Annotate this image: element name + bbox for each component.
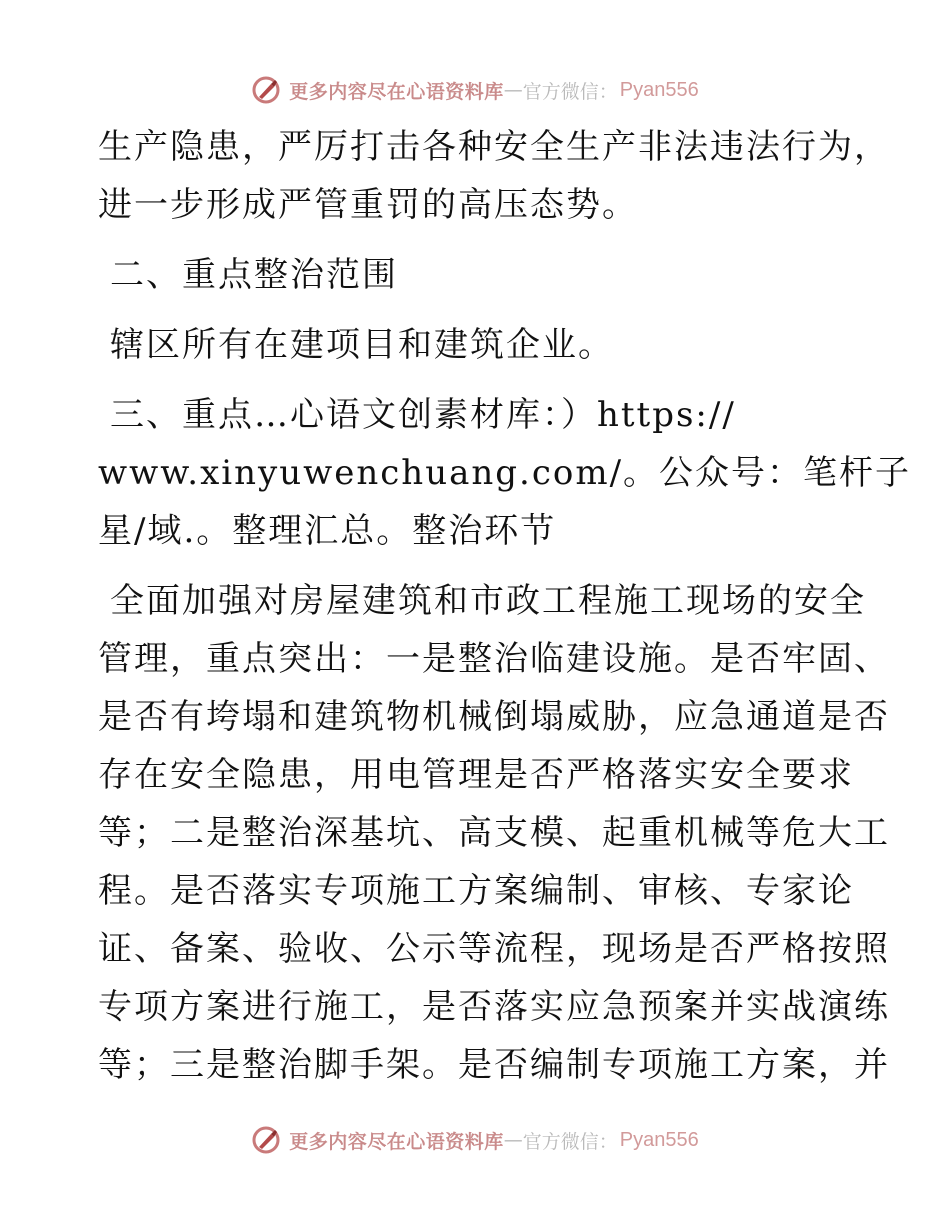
header-wechat-label: 官方微信：	[522, 80, 618, 103]
section-heading-2: 二、重点整治范围	[110, 255, 398, 295]
text-line: 等；三是整治脚手架。是否编制专项施工方案，并	[98, 1045, 890, 1085]
text-line: 存在安全隐患，用电管理是否严格落实安全要求	[98, 755, 854, 795]
footer-banner	[0, 1120, 950, 1160]
header-site-text: 更多内容尽在心语资料库	[289, 80, 504, 103]
footer-site-text: 更多内容尽在心语资料库	[289, 1130, 504, 1153]
pen-logo-icon	[251, 75, 281, 105]
text-line: 生产隐患，严厉打击各种安全生产非法违法行为，	[98, 127, 890, 167]
paragraph-2: 辖区所有在建项目和建筑企业。	[110, 325, 614, 365]
header-separator: —	[503, 79, 523, 101]
footer-wechat-label: 官方微信：	[522, 1130, 618, 1153]
text-line: 进一步形成严管重罚的高压态势。	[98, 185, 638, 225]
text-line: 三、重点…心语文创素材库：）https://	[110, 395, 736, 435]
text-line: 管理，重点突出：一是整治临建设施。是否牢固、	[98, 639, 890, 679]
footer-separator: —	[503, 1129, 523, 1151]
header-banner	[0, 70, 950, 110]
text-line: 证、备案、验收、公示等流程，现场是否严格按照	[98, 929, 890, 969]
text-line: 是否有垮塌和建筑物机械倒塌威胁，应急通道是否	[98, 697, 890, 737]
header-wechat-id: Pyan556	[619, 78, 699, 101]
section-heading-3	[98, 386, 912, 560]
text-line: 星/域.。整理汇总。整治环节	[98, 511, 557, 551]
text-line: 等；二是整治深基坑、高支模、起重机械等危大工	[98, 813, 890, 853]
document-body	[98, 118, 912, 1094]
text-line: www.xinyuwenchuang.com/。公众号：笔杆子	[98, 453, 912, 493]
text-line: 全面加强对房屋建筑和市政工程施工现场的安全	[110, 581, 866, 621]
paragraph-3	[98, 572, 890, 1094]
paragraph-1	[98, 118, 890, 234]
pen-logo-icon	[251, 1125, 281, 1155]
text-line: 专项方案进行施工，是否落实应急预案并实战演练	[98, 987, 890, 1027]
footer-wechat-id: Pyan556	[619, 1128, 699, 1151]
text-line: 程。是否落实专项施工方案编制、审核、专家论	[98, 871, 854, 911]
